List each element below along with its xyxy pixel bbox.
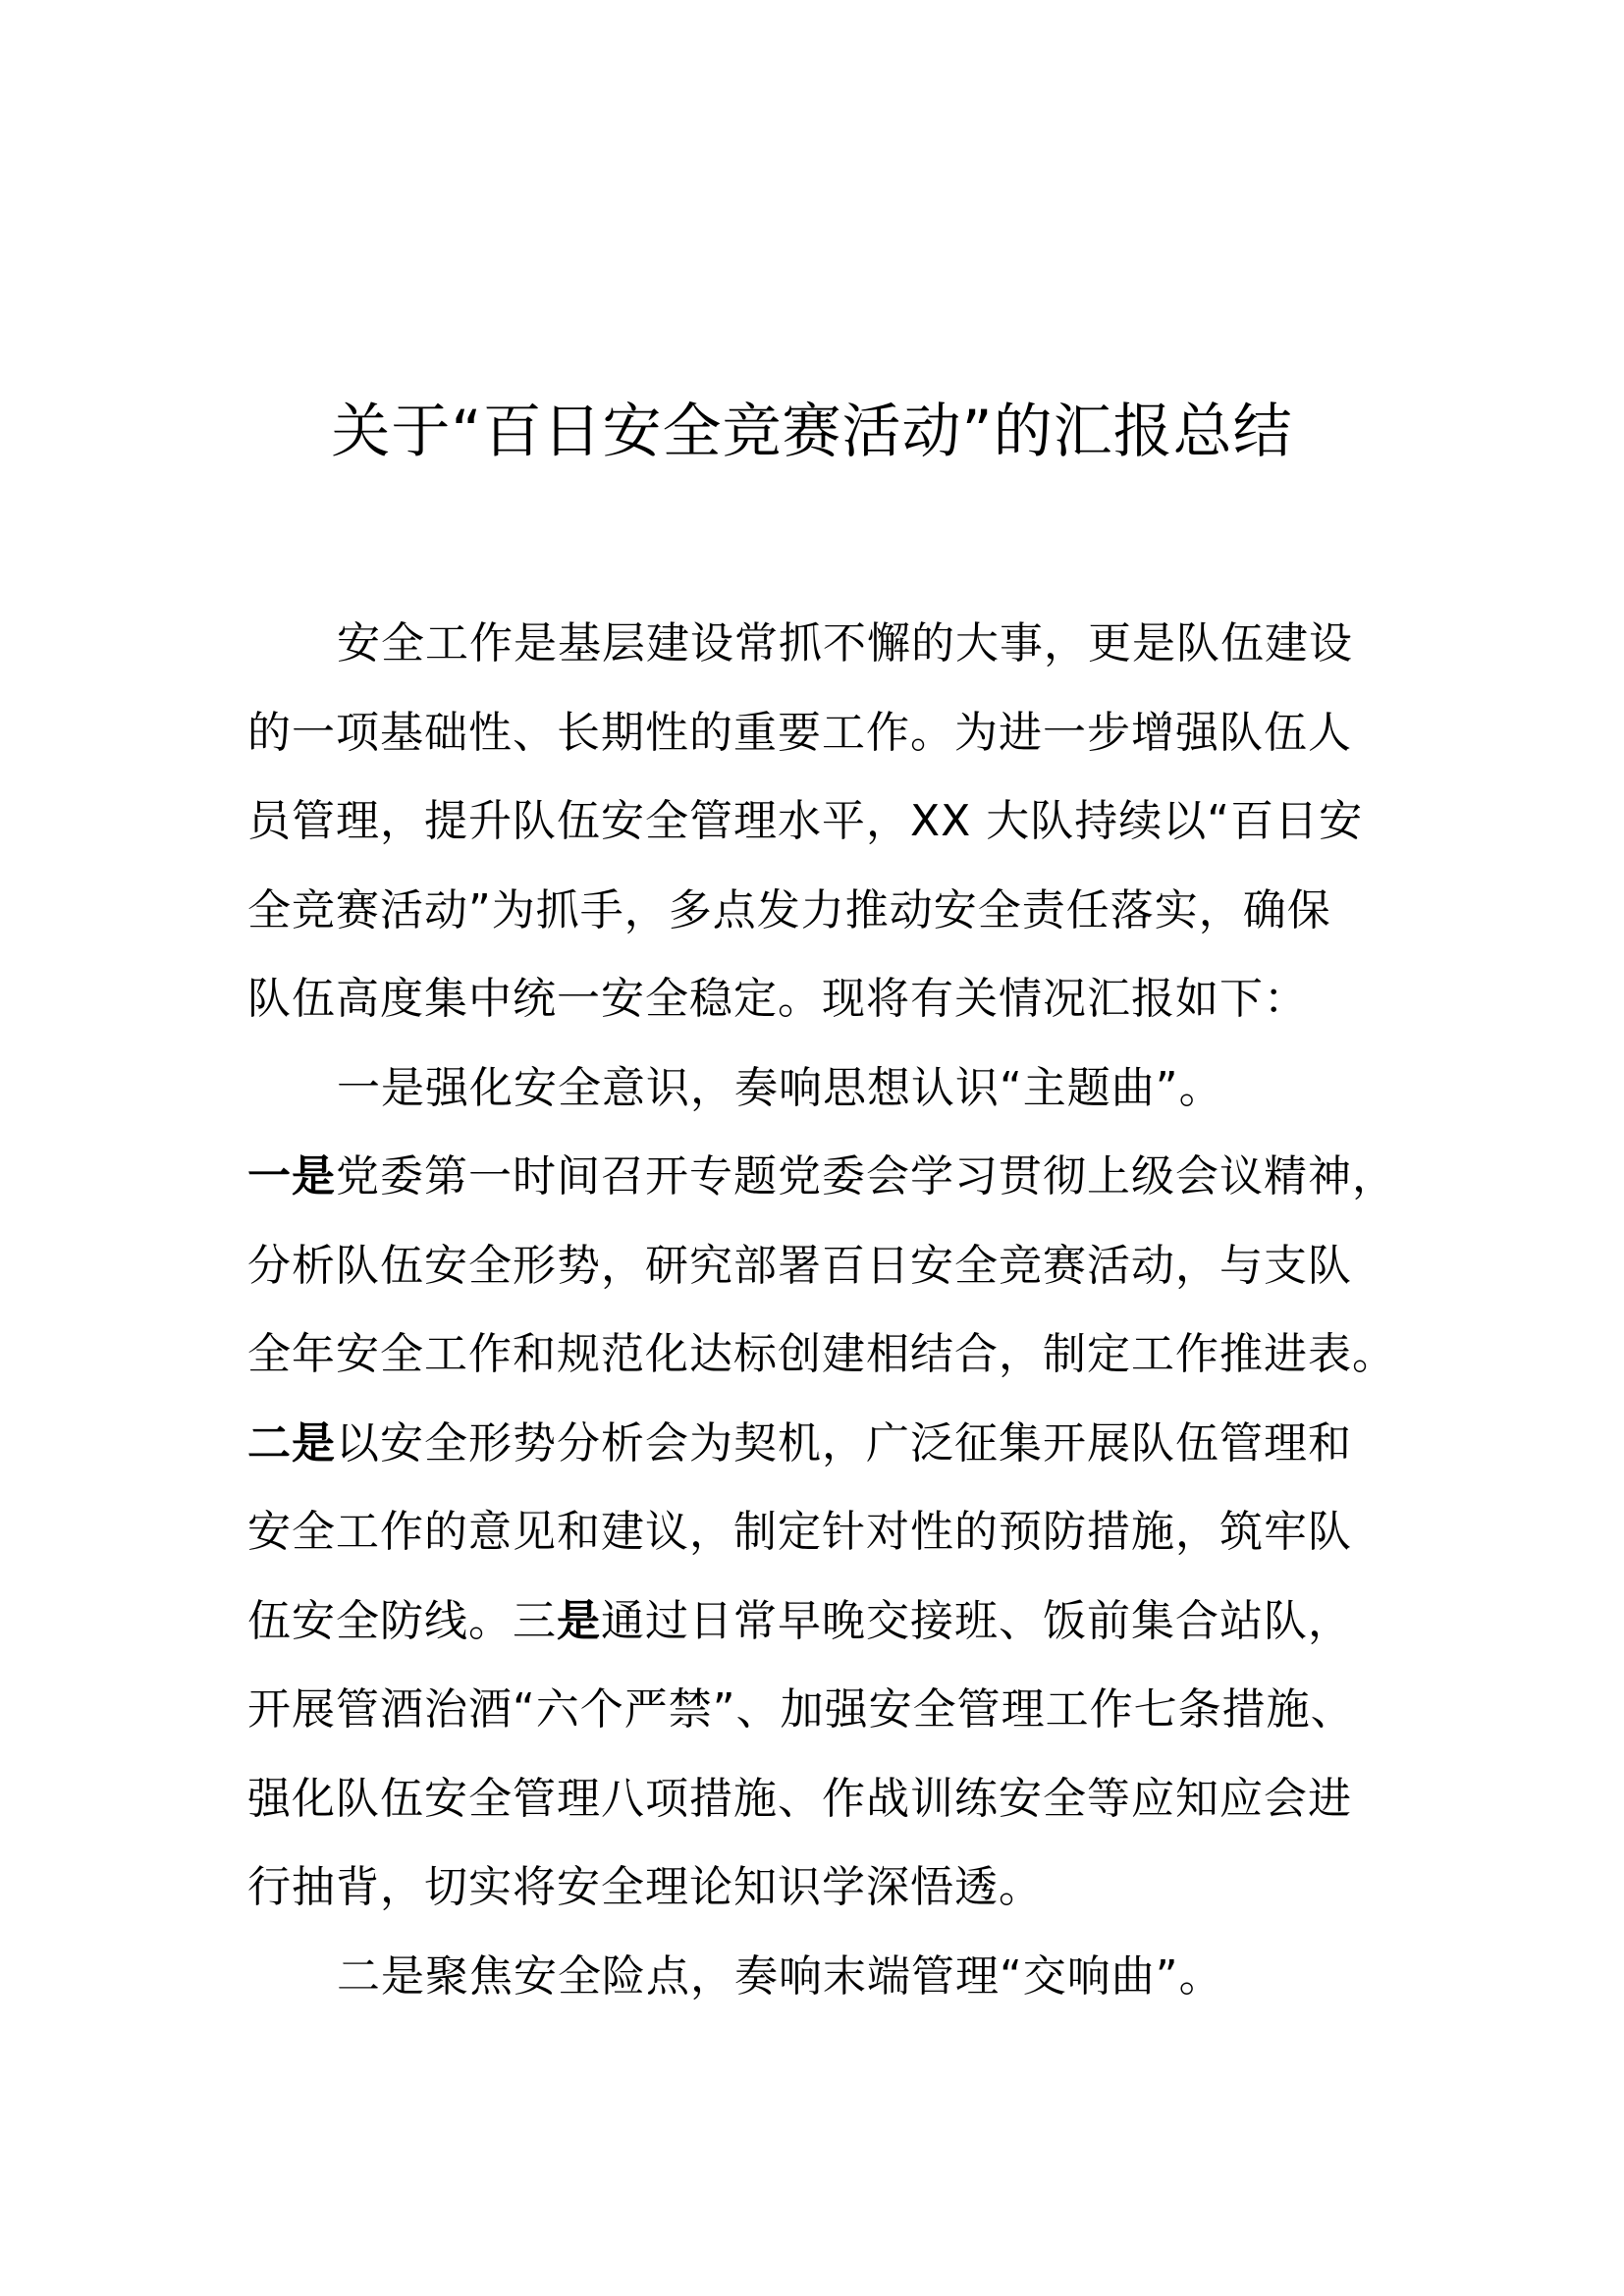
line-text: 通过日常早晚交接班、饭前集合站队，: [601, 1595, 1352, 1646]
line-text: 队伍高度集中统一安全稳定。现将有关情况汇报如下：: [247, 974, 1308, 1024]
line-text: 开展管酒治酒“六个严禁”、加强安全管理工作七条措施、: [247, 1684, 1355, 1735]
line-text: 伍安全防线。三: [247, 1595, 557, 1646]
bold-label: 一是: [247, 1151, 336, 1201]
line-text: 安全工作是基层建设常抓不懈的大事，更是队伍建设: [337, 618, 1353, 668]
document-title: 关于“百日安全竞赛活动”的汇报总结: [331, 398, 1293, 466]
body-line: [247, 1134, 1396, 1220]
line-text: 全年安全工作和规范化达标创建相结合，制定工作推进表。: [247, 1329, 1396, 1379]
body-line: [247, 1578, 1352, 1665]
body-line: [247, 1844, 1043, 1931]
line-text: 以安全形势分析会为契机，广泛征集开展队伍管理和: [336, 1417, 1352, 1468]
line-text: 行抽背，切实将安全理论知识学深悟透。: [247, 1862, 1043, 1912]
line-text: 强化队伍安全管理八项措施、作战训练安全等应知应会进: [247, 1773, 1352, 1824]
bold-label: 是: [557, 1595, 601, 1646]
line-text: 员管理，提升队伍安全管理水平，XX 大队持续以“百日安: [247, 796, 1364, 846]
line-text: 全竞赛活动”为抓手，多点发力推动安全责任落实，确保: [247, 884, 1331, 935]
body-line: [247, 690, 1352, 776]
body-line: [247, 1311, 1396, 1398]
line-text: 一是强化安全意识，奏响思想认识“主题曲”。: [337, 1062, 1223, 1113]
line-text: 党委第一时间召开专题党委会学习贯彻上级会议精神，: [336, 1151, 1396, 1201]
line-text: 安全工作的意见和建议，制定针对性的预防措施，筑牢队: [247, 1507, 1352, 1557]
body-line: [247, 778, 1363, 865]
line-text: 分析队伍安全形势，研究部署百日安全竞赛活动，与支队: [247, 1240, 1352, 1291]
body-line: [247, 868, 1331, 954]
line-text: 二是聚焦安全险点，奏响末端管理“交响曲”。: [337, 1950, 1223, 2002]
body-line: [247, 1489, 1352, 1575]
body-line: [247, 1223, 1352, 1309]
body-line: [337, 601, 1353, 687]
body-line: [247, 956, 1308, 1042]
body-line: [337, 1934, 1223, 2020]
body-line: [337, 1045, 1223, 1132]
body-line: [247, 1667, 1355, 1753]
bold-label: 二是: [247, 1417, 336, 1468]
body-line: [247, 1401, 1352, 1487]
body-line: [247, 1756, 1352, 1842]
line-text: 的一项基础性、长期性的重要工作。为进一步增强队伍人: [247, 707, 1352, 758]
